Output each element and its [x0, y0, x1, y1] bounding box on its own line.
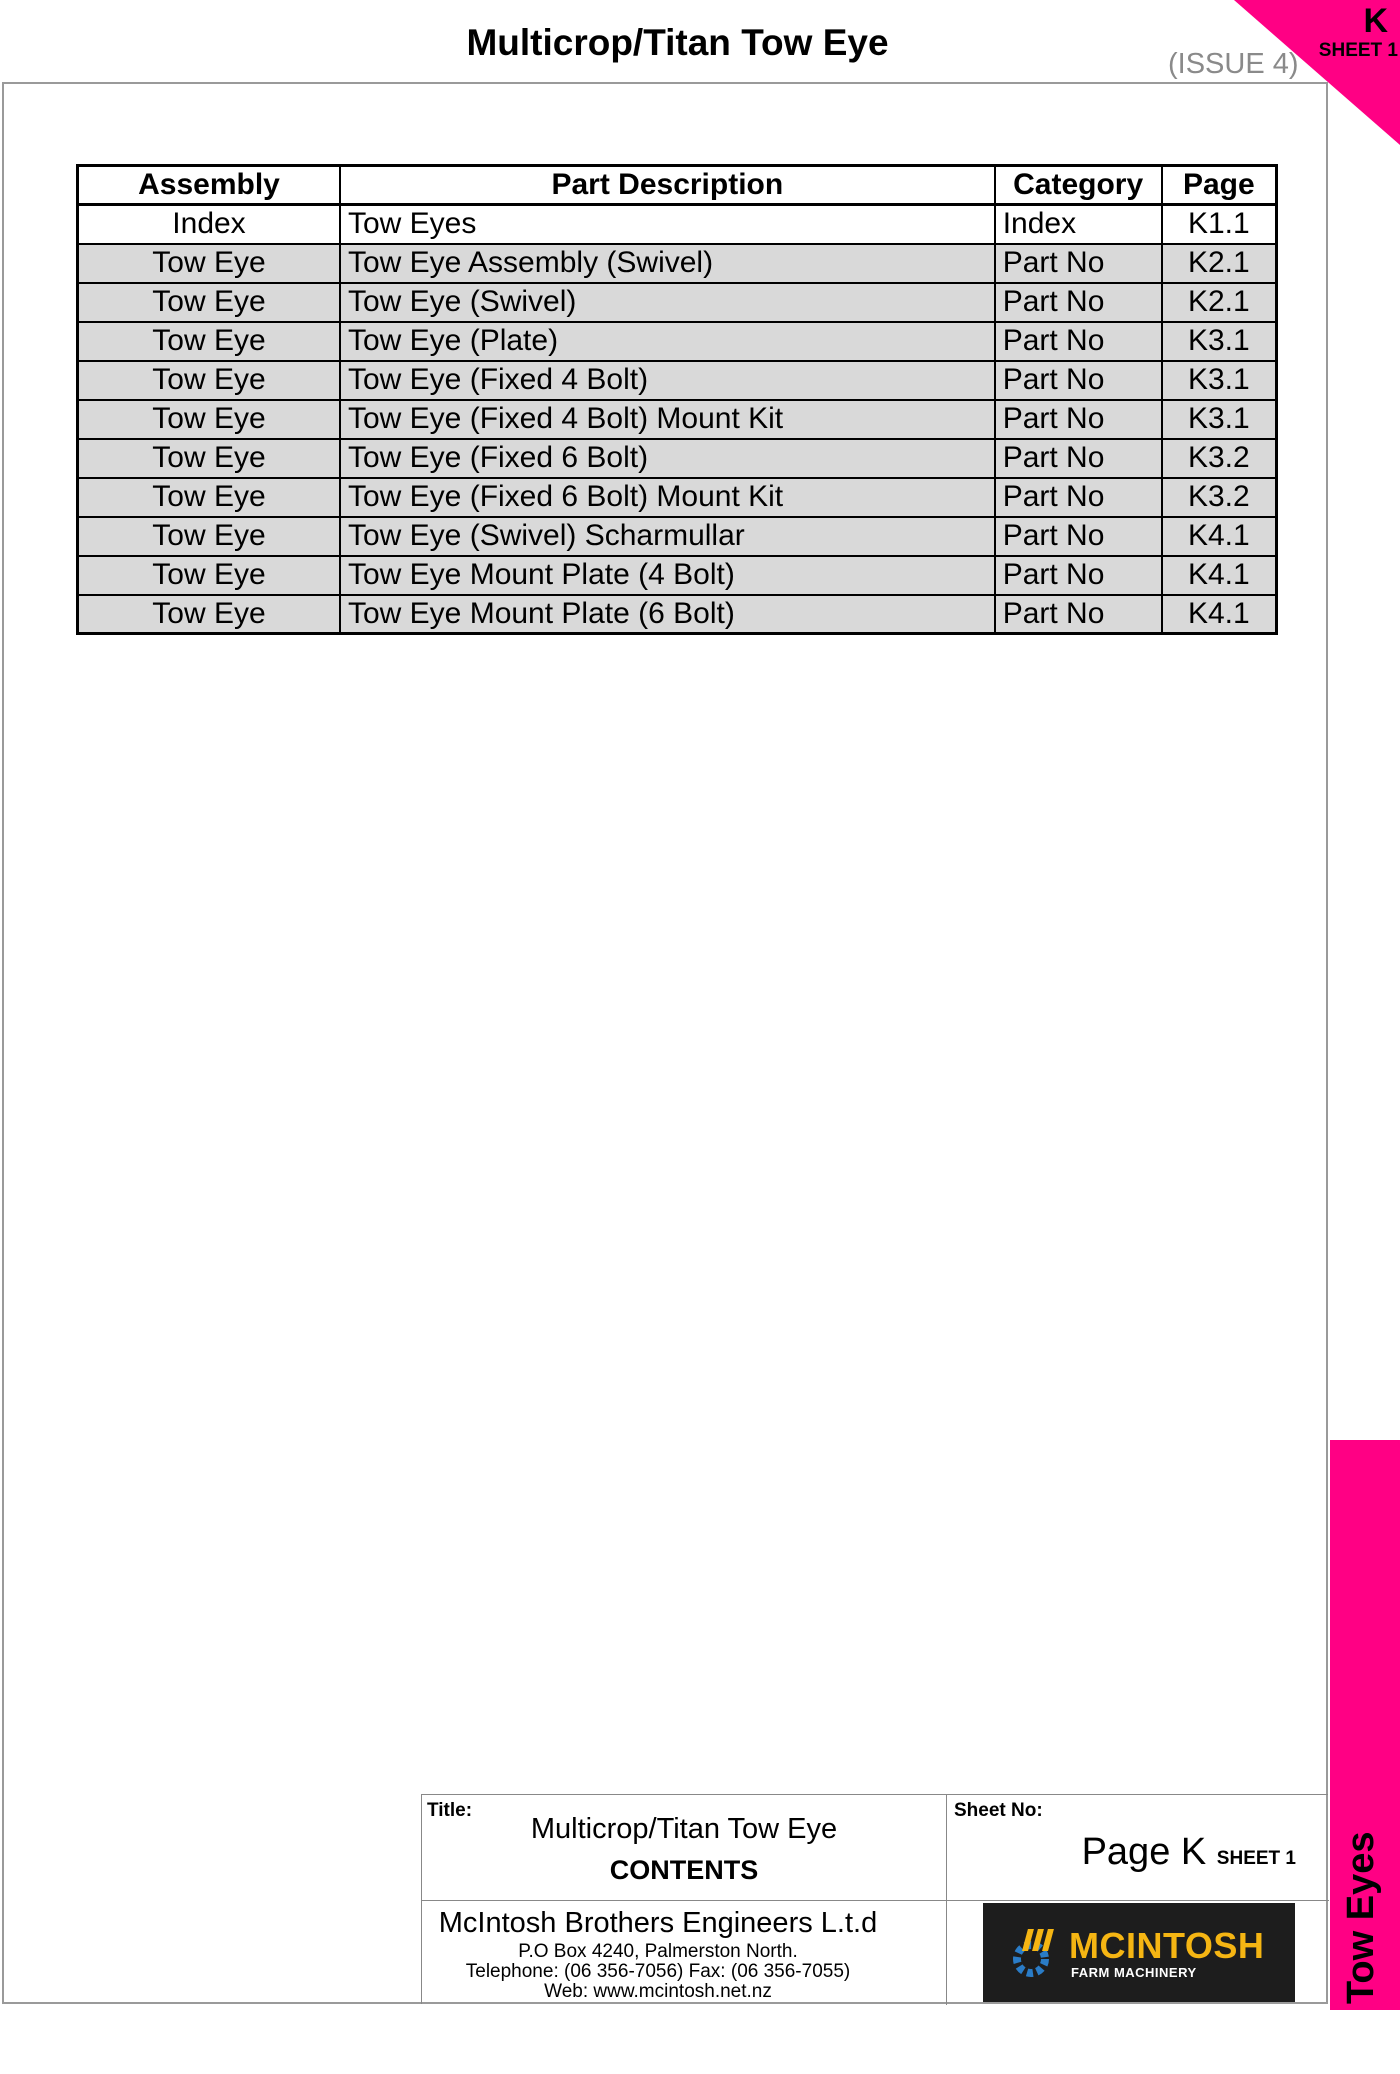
- cell-page: K3.2: [1162, 439, 1277, 478]
- company-name: McIntosh Brothers Engineers L.t.d: [438, 1907, 878, 1939]
- cell-description: Tow Eye Mount Plate (4 Bolt): [340, 556, 995, 595]
- cell-assembly: Tow Eye: [78, 400, 340, 439]
- cell-assembly: Tow Eye: [78, 556, 340, 595]
- cell-assembly: Tow Eye: [78, 517, 340, 556]
- title-block-divider: [422, 1900, 1329, 1901]
- cell-category: Part No: [995, 283, 1162, 322]
- cell-page: K4.1: [1162, 556, 1277, 595]
- cell-assembly: Index: [78, 205, 340, 244]
- cell-assembly: Tow Eye: [78, 439, 340, 478]
- table-row: [78, 478, 1277, 517]
- cell-category: Part No: [995, 244, 1162, 283]
- sheet-no-value: [1082, 1831, 1296, 1874]
- table-row: [78, 322, 1277, 361]
- page-title: Multicrop/Titan Tow Eye: [466, 22, 889, 63]
- cell-page: K2.1: [1162, 283, 1277, 322]
- cell-description: Tow Eyes: [340, 205, 995, 244]
- company-phone: Telephone: (06 356-7056) Fax: (06 356-7055): [465, 1961, 851, 1982]
- title-block-title: Multicrop/Titan Tow Eye: [530, 1813, 838, 1845]
- cell-category: Part No: [995, 361, 1162, 400]
- cell-category: Part No: [995, 439, 1162, 478]
- cell-page: K3.1: [1162, 361, 1277, 400]
- table-row: [78, 361, 1277, 400]
- table-row: [78, 283, 1277, 322]
- header-assembly: Assembly: [78, 166, 340, 205]
- corner-section-letter: K: [1363, 2, 1388, 40]
- cell-assembly: Tow Eye: [78, 361, 340, 400]
- cell-description: Tow Eye (Fixed 4 Bolt): [340, 361, 995, 400]
- cell-description: Tow Eye (Plate): [340, 322, 995, 361]
- header-part-description: Part Description: [340, 166, 995, 205]
- cell-category: Part No: [995, 400, 1162, 439]
- cell-page: K3.1: [1162, 322, 1277, 361]
- cell-category: Index: [995, 205, 1162, 244]
- cell-assembly: Tow Eye: [78, 595, 340, 634]
- table-row: [78, 556, 1277, 595]
- sheet-no-label: Sheet No:: [954, 1800, 1043, 1821]
- company-logo: [983, 1903, 1295, 2002]
- table-row: [78, 517, 1277, 556]
- table-row: [78, 244, 1277, 283]
- table-row: [78, 205, 1277, 244]
- cell-description: Tow Eye (Fixed 4 Bolt) Mount Kit: [340, 400, 995, 439]
- cell-description: Tow Eye (Fixed 6 Bolt) Mount Kit: [340, 478, 995, 517]
- cell-category: Part No: [995, 517, 1162, 556]
- cell-description: Tow Eye (Fixed 6 Bolt): [340, 439, 995, 478]
- table-row: [78, 400, 1277, 439]
- issue-label: (ISSUE 4): [1168, 48, 1299, 80]
- title-block: [421, 1794, 1328, 2004]
- cell-page: K4.1: [1162, 595, 1277, 634]
- title-block-subtitle: CONTENTS: [609, 1855, 759, 1885]
- cell-page: K3.1: [1162, 400, 1277, 439]
- section-side-tab-label: Tow Eyes: [1340, 1831, 1382, 2004]
- header-category: Category: [995, 166, 1162, 205]
- sheet-number: SHEET 1: [1216, 1848, 1296, 1869]
- cell-assembly: Tow Eye: [78, 244, 340, 283]
- table-row: [78, 595, 1277, 634]
- cell-page: K3.2: [1162, 478, 1277, 517]
- cell-description: Tow Eye Assembly (Swivel): [340, 244, 995, 283]
- cell-category: Part No: [995, 322, 1162, 361]
- corner-sheet-label: SHEET 1: [1318, 40, 1398, 61]
- table-header-row: [78, 166, 1277, 205]
- cell-category: Part No: [995, 478, 1162, 517]
- cell-page: K4.1: [1162, 517, 1277, 556]
- cell-category: Part No: [995, 595, 1162, 634]
- sheet-page: Page K: [1081, 1831, 1207, 1873]
- contents-table: [76, 164, 1278, 635]
- cell-category: Part No: [995, 556, 1162, 595]
- company-web: Web: www.mcintosh.net.nz: [544, 1981, 772, 2002]
- logo-wordmark: MCINTOSH: [1069, 1925, 1265, 1966]
- cell-assembly: Tow Eye: [78, 322, 340, 361]
- gear-icon: [1005, 1925, 1065, 1985]
- table-row: [78, 439, 1277, 478]
- logo-tagline: FARM MACHINERY: [1071, 1965, 1197, 1980]
- title-label: Title:: [427, 1800, 473, 1821]
- header-page: Page: [1162, 166, 1277, 205]
- cell-description: Tow Eye (Swivel): [340, 283, 995, 322]
- cell-assembly: Tow Eye: [78, 478, 340, 517]
- cell-description: Tow Eye Mount Plate (6 Bolt): [340, 595, 995, 634]
- company-address: P.O Box 4240, Palmerston North.: [518, 1941, 798, 1962]
- cell-page: K1.1: [1162, 205, 1277, 244]
- cell-page: K2.1: [1162, 244, 1277, 283]
- cell-assembly: Tow Eye: [78, 283, 340, 322]
- cell-description: Tow Eye (Swivel) Scharmullar: [340, 517, 995, 556]
